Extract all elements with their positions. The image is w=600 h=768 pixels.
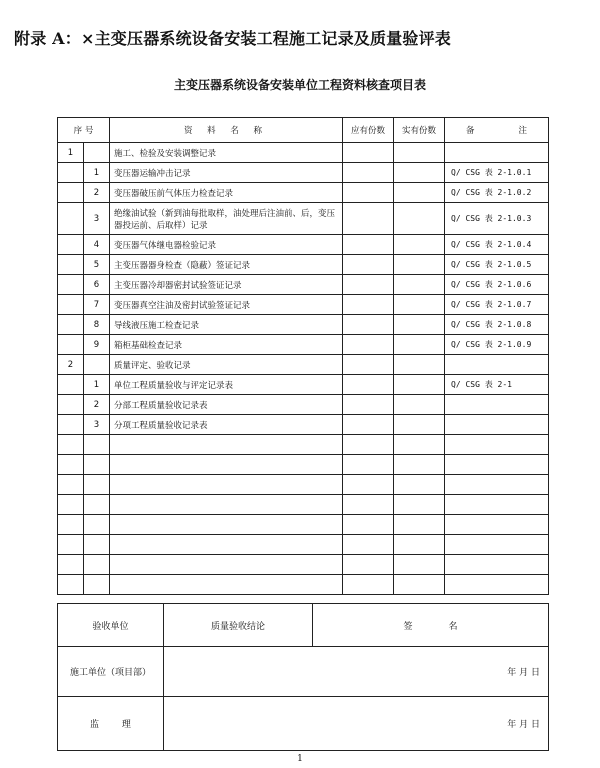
row-actual-copies bbox=[394, 203, 445, 235]
table-row bbox=[58, 315, 549, 335]
row-item-number bbox=[84, 535, 110, 555]
header-actual-copies: 实有份数 bbox=[394, 118, 445, 143]
header-remarks bbox=[445, 118, 549, 143]
table-row bbox=[58, 355, 549, 375]
row-group-number bbox=[58, 295, 84, 315]
header-seq: 序 号 bbox=[58, 118, 110, 143]
row-actual-copies bbox=[394, 375, 445, 395]
row-actual-copies bbox=[394, 495, 445, 515]
row-required-copies bbox=[343, 143, 394, 163]
row-required-copies bbox=[343, 395, 394, 415]
row-item-number bbox=[84, 355, 110, 375]
row-remark bbox=[445, 535, 549, 555]
row-group-number bbox=[58, 183, 84, 203]
row-remark: Q/ CSG 表 2-1.0.6 bbox=[445, 275, 549, 295]
row-group-number bbox=[58, 315, 84, 335]
row-item-number: 8 bbox=[84, 315, 110, 335]
row-group-number: 1 bbox=[58, 143, 84, 163]
row-required-copies bbox=[343, 375, 394, 395]
signoff-date-construction: 年 月 日 bbox=[164, 647, 549, 697]
signoff-signature-right: 名 bbox=[448, 621, 458, 632]
row-group-number bbox=[58, 235, 84, 255]
row-actual-copies bbox=[394, 435, 445, 455]
row-remark: Q/ CSG 表 2-1.0.4 bbox=[445, 235, 549, 255]
row-group-number bbox=[58, 515, 84, 535]
row-required-copies bbox=[343, 203, 394, 235]
row-required-copies bbox=[343, 355, 394, 375]
header-remarks-left: 备 bbox=[466, 126, 475, 136]
row-required-copies bbox=[343, 255, 394, 275]
row-actual-copies bbox=[394, 315, 445, 335]
row-document-name bbox=[110, 475, 343, 495]
row-actual-copies bbox=[394, 295, 445, 315]
row-group-number bbox=[58, 163, 84, 183]
page-number: 1 bbox=[297, 754, 303, 764]
table-row bbox=[58, 143, 549, 163]
row-item-number bbox=[84, 143, 110, 163]
row-remark: Q/ CSG 表 2-1.0.1 bbox=[445, 163, 549, 183]
signoff-row-supervision bbox=[58, 697, 549, 751]
row-group-number bbox=[58, 455, 84, 475]
row-item-number bbox=[84, 575, 110, 595]
signoff-signature-left: 签 bbox=[403, 621, 413, 632]
row-group-number bbox=[58, 275, 84, 295]
row-item-number: 3 bbox=[84, 203, 110, 235]
table-row bbox=[58, 495, 549, 515]
row-group-number: 2 bbox=[58, 355, 84, 375]
row-required-copies bbox=[343, 495, 394, 515]
row-item-number bbox=[84, 515, 110, 535]
row-item-number: 3 bbox=[84, 415, 110, 435]
row-actual-copies bbox=[394, 235, 445, 255]
row-group-number bbox=[58, 203, 84, 235]
row-document-name: 质量评定、验收记录 bbox=[110, 355, 343, 375]
row-document-name: 施工、检验及安装调整记录 bbox=[110, 143, 343, 163]
row-remark: Q/ CSG 表 2-1 bbox=[445, 375, 549, 395]
row-document-name bbox=[110, 515, 343, 535]
row-required-copies bbox=[343, 295, 394, 315]
row-remark: Q/ CSG 表 2-1.0.2 bbox=[445, 183, 549, 203]
row-group-number bbox=[58, 475, 84, 495]
row-remark bbox=[445, 515, 549, 535]
checklist-header-row bbox=[58, 118, 549, 143]
table-row bbox=[58, 275, 549, 295]
table-row bbox=[58, 295, 549, 315]
row-required-copies bbox=[343, 315, 394, 335]
row-remark bbox=[445, 143, 549, 163]
row-group-number bbox=[58, 255, 84, 275]
row-actual-copies bbox=[394, 255, 445, 275]
row-item-number: 1 bbox=[84, 163, 110, 183]
signoff-date-supervision: 年 月 日 bbox=[164, 697, 549, 751]
row-actual-copies bbox=[394, 143, 445, 163]
table-row bbox=[58, 203, 549, 235]
row-required-copies bbox=[343, 163, 394, 183]
row-group-number bbox=[58, 535, 84, 555]
row-remark bbox=[445, 355, 549, 375]
row-document-name bbox=[110, 555, 343, 575]
row-document-name bbox=[110, 535, 343, 555]
table-row bbox=[58, 163, 549, 183]
row-actual-copies bbox=[394, 355, 445, 375]
row-item-number: 7 bbox=[84, 295, 110, 315]
row-remark: Q/ CSG 表 2-1.0.5 bbox=[445, 255, 549, 275]
row-remark: Q/ CSG 表 2-1.0.7 bbox=[445, 295, 549, 315]
row-document-name bbox=[110, 575, 343, 595]
row-document-name: 单位工程质量验收与评定记录表 bbox=[110, 375, 343, 395]
row-required-copies bbox=[343, 475, 394, 495]
row-actual-copies bbox=[394, 575, 445, 595]
row-actual-copies bbox=[394, 555, 445, 575]
table-row bbox=[58, 395, 549, 415]
row-item-number bbox=[84, 555, 110, 575]
row-remark: Q/ CSG 表 2-1.0.9 bbox=[445, 335, 549, 355]
row-required-copies bbox=[343, 435, 394, 455]
row-document-name: 绝缘油试验（新到油每批取样，油处理后注油前、后，变压器投运前、后取样）记录 bbox=[110, 203, 343, 235]
row-actual-copies bbox=[394, 535, 445, 555]
signoff-unit-supervision: 监 理 bbox=[58, 697, 164, 751]
signoff-signature-header bbox=[313, 604, 549, 647]
table-row bbox=[58, 555, 549, 575]
table-row bbox=[58, 375, 549, 395]
row-required-copies bbox=[343, 275, 394, 295]
row-remark bbox=[445, 555, 549, 575]
row-item-number: 6 bbox=[84, 275, 110, 295]
row-item-number: 5 bbox=[84, 255, 110, 275]
row-actual-copies bbox=[394, 415, 445, 435]
row-required-copies bbox=[343, 575, 394, 595]
row-document-name bbox=[110, 455, 343, 475]
row-actual-copies bbox=[394, 275, 445, 295]
signoff-unit-construction: 施工单位（项目部） bbox=[58, 647, 164, 697]
row-required-copies bbox=[343, 555, 394, 575]
signoff-header-row bbox=[58, 604, 549, 647]
row-group-number bbox=[58, 415, 84, 435]
row-actual-copies bbox=[394, 515, 445, 535]
row-actual-copies bbox=[394, 335, 445, 355]
row-remark bbox=[445, 455, 549, 475]
row-group-number bbox=[58, 555, 84, 575]
row-document-name: 导线液压施工检查记录 bbox=[110, 315, 343, 335]
row-actual-copies bbox=[394, 163, 445, 183]
row-remark bbox=[445, 495, 549, 515]
table-row bbox=[58, 535, 549, 555]
table-subtitle: 主变压器系统设备安装单位工程资料核查项目表 bbox=[173, 78, 426, 92]
row-document-name: 变压器破压前气体压力检查记录 bbox=[110, 183, 343, 203]
row-remark bbox=[445, 435, 549, 455]
row-document-name: 变压器运输冲击记录 bbox=[110, 163, 343, 183]
row-document-name: 分部工程质量验收记录表 bbox=[110, 395, 343, 415]
row-group-number bbox=[58, 335, 84, 355]
row-item-number bbox=[84, 475, 110, 495]
row-remark bbox=[445, 475, 549, 495]
row-document-name: 变压器真空注油及密封试验签证记录 bbox=[110, 295, 343, 315]
header-remarks-right: 注 bbox=[518, 126, 528, 136]
document-title: 附录 A：×主变压器系统设备安装工程施工记录及质量验评表 bbox=[14, 29, 451, 48]
row-document-name: 分项工程质量验收记录表 bbox=[110, 415, 343, 435]
row-item-number: 4 bbox=[84, 235, 110, 255]
row-group-number bbox=[58, 375, 84, 395]
table-row bbox=[58, 335, 549, 355]
table-row bbox=[58, 515, 549, 535]
table-row bbox=[58, 575, 549, 595]
table-row bbox=[58, 475, 549, 495]
header-doc-name: 资 料 名 称 bbox=[110, 118, 343, 143]
table-row bbox=[58, 455, 549, 475]
row-remark bbox=[445, 395, 549, 415]
row-item-number: 2 bbox=[84, 395, 110, 415]
table-row bbox=[58, 235, 549, 255]
row-document-name: 主变压器器身检查（隐蔽）签证记录 bbox=[110, 255, 343, 275]
row-remark bbox=[445, 415, 549, 435]
row-item-number bbox=[84, 495, 110, 515]
table-row bbox=[58, 255, 549, 275]
row-required-copies bbox=[343, 415, 394, 435]
row-document-name: 箱柜基础检查记录 bbox=[110, 335, 343, 355]
row-remark: Q/ CSG 表 2-1.0.3 bbox=[445, 203, 549, 235]
row-remark bbox=[445, 575, 549, 595]
table-row bbox=[58, 183, 549, 203]
signoff-unit-header: 验收单位 bbox=[58, 604, 164, 647]
header-required-copies: 应有份数 bbox=[343, 118, 394, 143]
row-item-number: 9 bbox=[84, 335, 110, 355]
row-document-name bbox=[110, 495, 343, 515]
table-row bbox=[58, 415, 549, 435]
row-item-number: 1 bbox=[84, 375, 110, 395]
row-required-copies bbox=[343, 183, 394, 203]
row-group-number bbox=[58, 495, 84, 515]
row-item-number: 2 bbox=[84, 183, 110, 203]
signoff-table bbox=[57, 603, 549, 751]
row-group-number bbox=[58, 435, 84, 455]
row-document-name bbox=[110, 435, 343, 455]
row-required-copies bbox=[343, 335, 394, 355]
signoff-row-construction bbox=[58, 647, 549, 697]
row-actual-copies bbox=[394, 475, 445, 495]
row-document-name: 主变压器冷却器密封试验签证记录 bbox=[110, 275, 343, 295]
row-actual-copies bbox=[394, 455, 445, 475]
row-item-number bbox=[84, 455, 110, 475]
table-row bbox=[58, 435, 549, 455]
row-remark: Q/ CSG 表 2-1.0.8 bbox=[445, 315, 549, 335]
row-required-copies bbox=[343, 515, 394, 535]
row-required-copies bbox=[343, 535, 394, 555]
row-actual-copies bbox=[394, 183, 445, 203]
row-document-name: 变压器气体继电器检验记录 bbox=[110, 235, 343, 255]
row-group-number bbox=[58, 575, 84, 595]
row-actual-copies bbox=[394, 395, 445, 415]
checklist-table bbox=[57, 117, 549, 595]
signoff-conclusion-header: 质量验收结论 bbox=[164, 604, 313, 647]
row-required-copies bbox=[343, 455, 394, 475]
row-group-number bbox=[58, 395, 84, 415]
row-item-number bbox=[84, 435, 110, 455]
row-required-copies bbox=[343, 235, 394, 255]
